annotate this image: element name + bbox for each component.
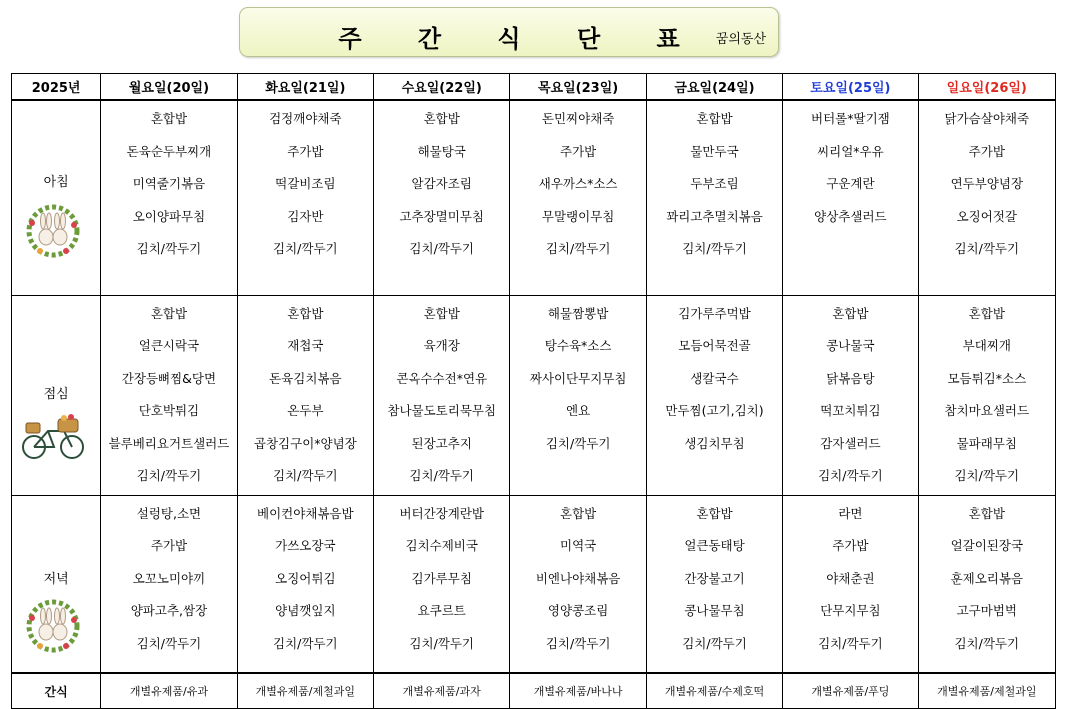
menu-item: 영양콩조림 <box>547 603 609 618</box>
lunch-menu-cell <box>783 295 918 495</box>
menu-item: 콩나물무침 <box>684 603 745 618</box>
menu-item: 김치/깍두기 <box>273 241 338 256</box>
menu-item: 혼합밥 <box>968 505 1005 521</box>
lunch-menu-cell <box>237 295 373 495</box>
menu-item: 설렁탕,소면 <box>136 505 202 521</box>
menu-item: 돈육김치볶음 <box>269 370 342 386</box>
menu-item: 부대찌개 <box>962 338 1011 353</box>
snack-menu-cell: 개별유제품/제철과일 <box>237 673 373 709</box>
dinner-menu-cell <box>918 495 1055 673</box>
menu-item: 혼합밥 <box>287 305 324 321</box>
menu-item: 주가밥 <box>832 538 869 553</box>
menu-item: 김가루무침 <box>411 570 472 586</box>
menu-item: 떡갈비조림 <box>275 176 336 191</box>
menu-item: 얼갈이된장국 <box>950 538 1024 553</box>
dinner-label: 저녁 <box>43 571 69 587</box>
menu-item: 미역국 <box>560 538 597 553</box>
menu-item: 검정깨야채죽 <box>269 111 342 126</box>
menu-item: 온두부 <box>287 403 324 418</box>
bunny-wreath-icon <box>20 201 86 259</box>
header-row <box>12 74 1056 101</box>
menu-item: 새우까스*소스 <box>538 176 618 191</box>
menu-item: 혼합밥 <box>423 111 460 126</box>
breakfast-menu-cell <box>101 100 237 295</box>
menu-item: 김치/깍두기 <box>682 635 747 651</box>
menu-item: 혼합밥 <box>696 505 733 521</box>
menu-item: 김치/깍두기 <box>545 241 611 256</box>
meal-label-cell <box>12 495 101 673</box>
menu-item: 라면 <box>838 505 863 521</box>
menu-item: 김치/깍두기 <box>954 635 1020 651</box>
menu-item <box>783 234 917 267</box>
menu-item: 주가밥 <box>968 143 1005 159</box>
day-header: 목요일(23일) <box>510 74 646 101</box>
menu-item: 구운계란 <box>826 176 875 191</box>
menu-item: 훈제오리볶음 <box>950 570 1024 586</box>
menu-item: 알감자조림 <box>411 176 472 191</box>
menu-item: 얼큰시락국 <box>138 338 200 353</box>
menu-item: 김치/깍두기 <box>954 241 1020 256</box>
menu-item: 오징어튀김 <box>275 570 336 586</box>
menu-item: 떡꼬치튀김 <box>820 403 881 418</box>
menu-item: 김치/깍두기 <box>545 635 611 651</box>
menu-item: 엔요 <box>566 403 591 418</box>
dinner-menu-cell <box>374 495 510 673</box>
day-header: 수요일(22일) <box>374 74 510 101</box>
menu-item: 얼큰동태탕 <box>684 538 745 553</box>
breakfast-label: 아침 <box>43 175 69 190</box>
bunny-wreath-icon <box>20 596 86 654</box>
menu-item: 참나물도토리묵무침 <box>387 403 497 418</box>
menu-item: 감자샐러드 <box>820 435 881 451</box>
menu-item: 오이양파무침 <box>132 208 206 224</box>
breakfast-menu-cell <box>783 100 918 295</box>
menu-item: 혼합밥 <box>150 305 188 321</box>
menu-item: 혼합밥 <box>423 305 460 321</box>
menu-item: 버터롤*딸기잼 <box>811 111 890 126</box>
menu-item: 닭가슴살야채죽 <box>944 111 1030 126</box>
menu-item: 혼합밥 <box>150 111 188 126</box>
day-header-sunday: 일요일(26일) <box>918 74 1055 101</box>
menu-item: 김치/깍두기 <box>273 635 338 651</box>
breakfast-menu-cell <box>646 100 782 295</box>
menu-item: 김치/깍두기 <box>136 241 202 256</box>
snack-label: 간식 <box>12 673 101 709</box>
menu-item: 김치/깍두기 <box>136 468 202 483</box>
year-header: 2025년 <box>12 74 101 101</box>
menu-item: 혼합밥 <box>560 505 597 521</box>
menu-item: 혼합밥 <box>696 111 733 126</box>
day-header: 월요일(20일) <box>101 74 237 101</box>
menu-item: 가쓰오장국 <box>275 538 336 553</box>
bicycle-icon <box>20 411 86 461</box>
menu-item: 김치/깍두기 <box>136 635 202 651</box>
weekly-menu-table <box>11 73 1056 709</box>
lunch-menu-cell <box>918 295 1055 495</box>
menu-item: 참치마요샐러드 <box>944 403 1030 418</box>
title-banner <box>239 7 779 57</box>
menu-item: 물파래무침 <box>956 435 1017 451</box>
day-header-saturday: 토요일(25일) <box>783 74 918 101</box>
menu-item: 짜사이단무지무침 <box>529 370 627 386</box>
menu-item: 만두찜(고기,김치) <box>665 403 764 418</box>
menu-item: 꽈리고추멸치볶음 <box>666 208 763 224</box>
menu-item: 양상추샐러드 <box>814 208 887 224</box>
menu-item: 김치/깍두기 <box>682 241 747 256</box>
menu-item: 닭볶음탕 <box>826 370 875 386</box>
breakfast-menu-cell <box>918 100 1055 295</box>
menu-item: 베이컨야채볶음밥 <box>257 505 354 521</box>
menu-item: 돈육순두부찌개 <box>126 143 212 159</box>
lunch-menu-cell <box>646 295 782 495</box>
menu-item: 비엔나야채볶음 <box>535 570 621 586</box>
menu-item <box>647 461 782 494</box>
snack-menu-cell: 개별유제품/수제호떡 <box>646 673 782 709</box>
menu-item: 고추장멸미무침 <box>399 208 484 224</box>
meal-label-cell <box>12 100 101 295</box>
menu-item: 김자반 <box>287 208 324 224</box>
dinner-menu-cell <box>783 495 918 673</box>
dinner-row <box>12 495 1056 673</box>
menu-item: 콩나물국 <box>826 338 875 353</box>
menu-item: 주가밥 <box>560 143 597 159</box>
lunch-menu-cell <box>510 295 646 495</box>
menu-item: 김가루주먹밥 <box>678 305 751 321</box>
menu-item: 김치/깍두기 <box>273 468 338 483</box>
menu-item: 김치/깍두기 <box>409 635 475 651</box>
menu-item: 생김치무침 <box>684 435 745 451</box>
menu-item: 해물탕국 <box>417 143 466 159</box>
lunch-label: 점심 <box>43 386 69 402</box>
menu-item: 해물짬뽕밥 <box>547 305 609 321</box>
menu-item: 곱창김구이*양념장 <box>253 435 357 451</box>
snack-menu-cell: 개별유제품/과자 <box>374 673 510 709</box>
menu-item: 김치/깍두기 <box>545 435 611 451</box>
menu-item: 두부조림 <box>690 176 739 191</box>
snack-menu-cell: 개별유제품/유과 <box>101 673 237 709</box>
lunch-menu-cell <box>101 295 237 495</box>
menu-item: 김치/깍두기 <box>818 468 883 483</box>
lunch-menu-cell <box>374 295 510 495</box>
page-title: 주 간 식 단 표 <box>338 25 704 53</box>
menu-item: 육개장 <box>423 338 460 353</box>
menu-item: 주가밥 <box>287 143 324 159</box>
day-header: 화요일(21일) <box>237 74 373 101</box>
menu-item: 돈민찌야채죽 <box>541 111 615 126</box>
menu-item: 모듬어묵전골 <box>678 338 751 353</box>
menu-item: 간장불고기 <box>684 570 745 586</box>
menu-item: 김치/깍두기 <box>818 635 883 651</box>
menu-item: 단호박튀김 <box>138 403 200 418</box>
menu-item: 생칼국수 <box>690 370 739 386</box>
menu-item: 양념깻잎지 <box>275 603 336 618</box>
menu-item: 김치/깍두기 <box>409 241 475 256</box>
menu-item: 오징어젓갈 <box>956 208 1017 224</box>
menu-item: 고구마범벅 <box>956 603 1017 618</box>
dinner-menu-cell <box>237 495 373 673</box>
day-header: 금요일(24일) <box>646 74 782 101</box>
dinner-menu-cell <box>646 495 782 673</box>
menu-item: 오꼬노미야끼 <box>132 570 206 586</box>
snack-menu-cell: 개별유제품/바나나 <box>510 673 646 709</box>
dinner-menu-cell <box>101 495 237 673</box>
breakfast-row <box>12 100 1056 295</box>
menu-item: 양파고추,쌈장 <box>130 603 208 618</box>
menu-item: 탕수육*소스 <box>544 338 612 353</box>
menu-item: 단무지무침 <box>820 603 881 618</box>
meal-label-cell <box>12 295 101 495</box>
breakfast-menu-cell <box>510 100 646 295</box>
menu-item: 간장등뼈찜&당면 <box>121 370 217 386</box>
snack-menu-cell: 개별유제품/푸딩 <box>783 673 918 709</box>
menu-item: 연두부양념장 <box>950 176 1024 191</box>
menu-item: 모듬튀김*소스 <box>947 370 1027 386</box>
menu-item: 재첩국 <box>287 338 324 353</box>
menu-item: 혼합밥 <box>968 305 1005 321</box>
menu-item: 된장고추지 <box>411 435 472 451</box>
breakfast-menu-cell <box>237 100 373 295</box>
center-name: 꿈의동산 <box>715 32 766 47</box>
menu-item: 김치수제비국 <box>405 538 478 553</box>
menu-item <box>510 461 645 494</box>
menu-item: 요쿠르트 <box>417 603 466 618</box>
menu-item: 버터간장계란밥 <box>399 505 484 521</box>
menu-item: 주가밥 <box>150 538 188 553</box>
breakfast-menu-cell <box>374 100 510 295</box>
lunch-row <box>12 295 1056 495</box>
menu-item: 씨리얼*우유 <box>817 143 884 159</box>
menu-item: 혼합밥 <box>832 305 869 321</box>
dinner-menu-cell <box>510 495 646 673</box>
menu-item: 김치/깍두기 <box>954 468 1020 483</box>
menu-item: 김치/깍두기 <box>409 468 475 483</box>
menu-item: 야채춘권 <box>826 570 875 586</box>
snack-menu-cell: 개별유제품/제철과일 <box>918 673 1055 709</box>
menu-item: 무말랭이무침 <box>541 208 615 224</box>
menu-item: 미역줄기볶음 <box>132 176 206 191</box>
snack-row <box>12 673 1056 709</box>
menu-item: 물만두국 <box>690 143 739 159</box>
menu-item: 콘옥수수전*연유 <box>396 370 488 386</box>
menu-item: 블루베리요거트샐러드 <box>108 435 230 451</box>
